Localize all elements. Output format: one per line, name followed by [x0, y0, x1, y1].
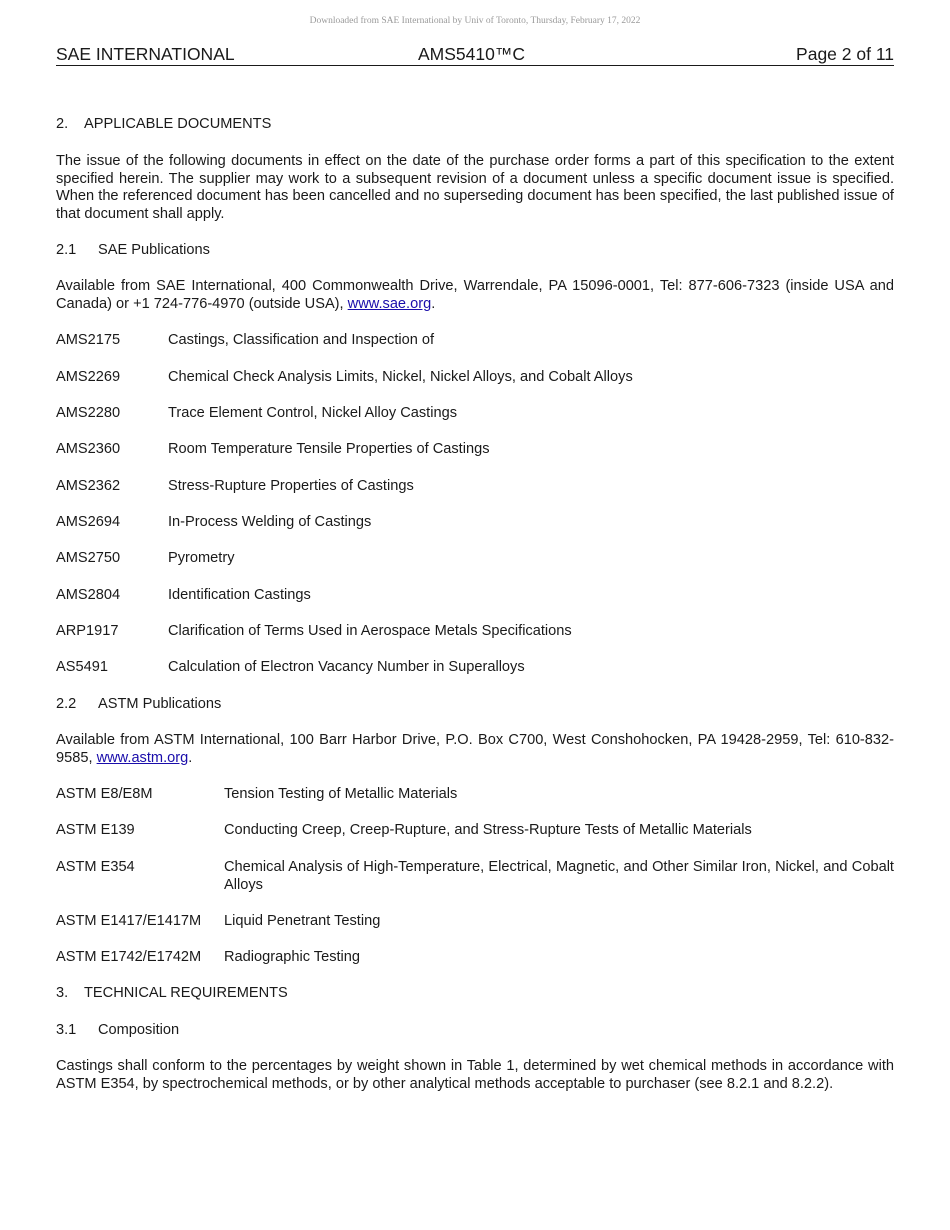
section-2-intro: The issue of the following documents in effect on the date of the purchase order forms a part of this specification to the extent specified herein. The supplier may work to a subsequent revision of a document unless a specific document issue is specified. When the referenced document has been cancelled and no superseding document has been specified, the last published issue of that document shall apply. [56, 153, 894, 222]
document-title: Tension Testing of Metallic Materials [224, 786, 458, 802]
document-title: Clarification of Terms Used in Aerospace Metals Specifications [168, 623, 572, 639]
document-code: AMS2694 [56, 514, 121, 530]
header-page-number: Page 2 of 11 [796, 44, 894, 64]
section-title: APPLICABLE DOCUMENTS [84, 116, 272, 132]
section-2-heading [56, 116, 894, 134]
document-title: Identification Castings [168, 587, 311, 603]
section-2-1-heading [56, 242, 894, 260]
download-notice: Downloaded from SAE International by Univ of Toronto, Thursday, February 17, 2022 [309, 16, 641, 26]
document-code: AS5491 [56, 659, 108, 675]
document-title: Trace Element Control, Nickel Alloy Castings [168, 405, 458, 421]
section-title: SAE Publications [98, 242, 210, 258]
document-code: ASTM E139 [56, 822, 135, 838]
header-spec: AMS5410™C [418, 44, 525, 64]
document-code: AMS2280 [56, 405, 121, 421]
document-title: Castings, Classification and Inspection of [168, 332, 435, 348]
document-code: AMS2360 [56, 441, 121, 457]
document-code: AMS2750 [56, 550, 121, 566]
astm-availability-end: . [188, 749, 193, 766]
sae-availability [56, 278, 894, 313]
document-code: AMS2362 [56, 478, 121, 494]
sae-availability-text: Available from SAE International, 400 Commonwealth Drive, Warrendale, PA 15096-0001, Tel: 877-606-7323 (inside USA and Canada) or +1 724-776-4970 (outside USA), [56, 278, 894, 312]
section-number: 2.2 [56, 696, 77, 712]
section-3-heading [56, 985, 894, 1003]
document-title: In-Process Welding of Castings [168, 514, 372, 530]
page-header [56, 44, 894, 66]
sae-availability-end: . [431, 295, 436, 312]
document-code: ASTM E354 [56, 859, 135, 875]
document-title: Liquid Penetrant Testing [224, 913, 381, 929]
section-title: ASTM Publications [98, 696, 222, 712]
document-title: Pyrometry [168, 550, 235, 566]
document-title: Room Temperature Tensile Properties of Castings [168, 441, 490, 457]
document-title: Calculation of Electron Vacancy Number in Superalloys [168, 659, 525, 675]
section-number: 2.1 [56, 242, 77, 258]
document-code: ASTM E1417/E1417M [56, 913, 202, 929]
section-3-1-heading [56, 1022, 894, 1040]
sae-website-link[interactable]: www.sae.org [347, 295, 432, 312]
section-number: 3.1 [56, 1022, 77, 1038]
section-number: 2. [56, 116, 69, 132]
document-title: Stress-Rupture Properties of Castings [168, 478, 414, 494]
document-title: Radiographic Testing [224, 949, 361, 965]
document-code: ASTM E1742/E1742M [56, 949, 202, 965]
document-code: AMS2269 [56, 369, 121, 385]
document-title: Chemical Analysis of High-Temperature, Electrical, Magnetic, and Other Similar Iron, Nickel, and Cobalt Alloys [224, 859, 894, 893]
document-code: ARP1917 [56, 623, 119, 639]
document-title: Conducting Creep, Creep-Rupture, and Stress-Rupture Tests of Metallic Materials [224, 822, 752, 838]
document-code: AMS2175 [56, 332, 121, 348]
composition-paragraph: Castings shall conform to the percentages by weight shown in Table 1, determined by wet chemical methods in accordance with ASTM E354, by spectrochemical methods, or by other analytical methods acceptable to purchaser (see 8.2.1 and 8.2.2). [56, 1058, 894, 1092]
document-title: Chemical Check Analysis Limits, Nickel, Nickel Alloys, and Cobalt Alloys [168, 369, 633, 385]
astm-availability [56, 732, 894, 767]
header-org: SAE INTERNATIONAL [56, 44, 235, 64]
document-code: ASTM E8/E8M [56, 786, 153, 802]
section-title: TECHNICAL REQUIREMENTS [84, 985, 288, 1001]
section-number: 3. [56, 985, 69, 1001]
section-title: Composition [98, 1022, 180, 1038]
astm-availability-text: Available from ASTM International, 100 Barr Harbor Drive, P.O. Box C700, West Conshohocken, PA 19428-2959, Tel: 610-832-9585, [56, 732, 894, 766]
astm-website-link[interactable]: www.astm.org [96, 749, 189, 766]
document-code: AMS2804 [56, 587, 121, 603]
section-2-2-heading [56, 696, 894, 714]
